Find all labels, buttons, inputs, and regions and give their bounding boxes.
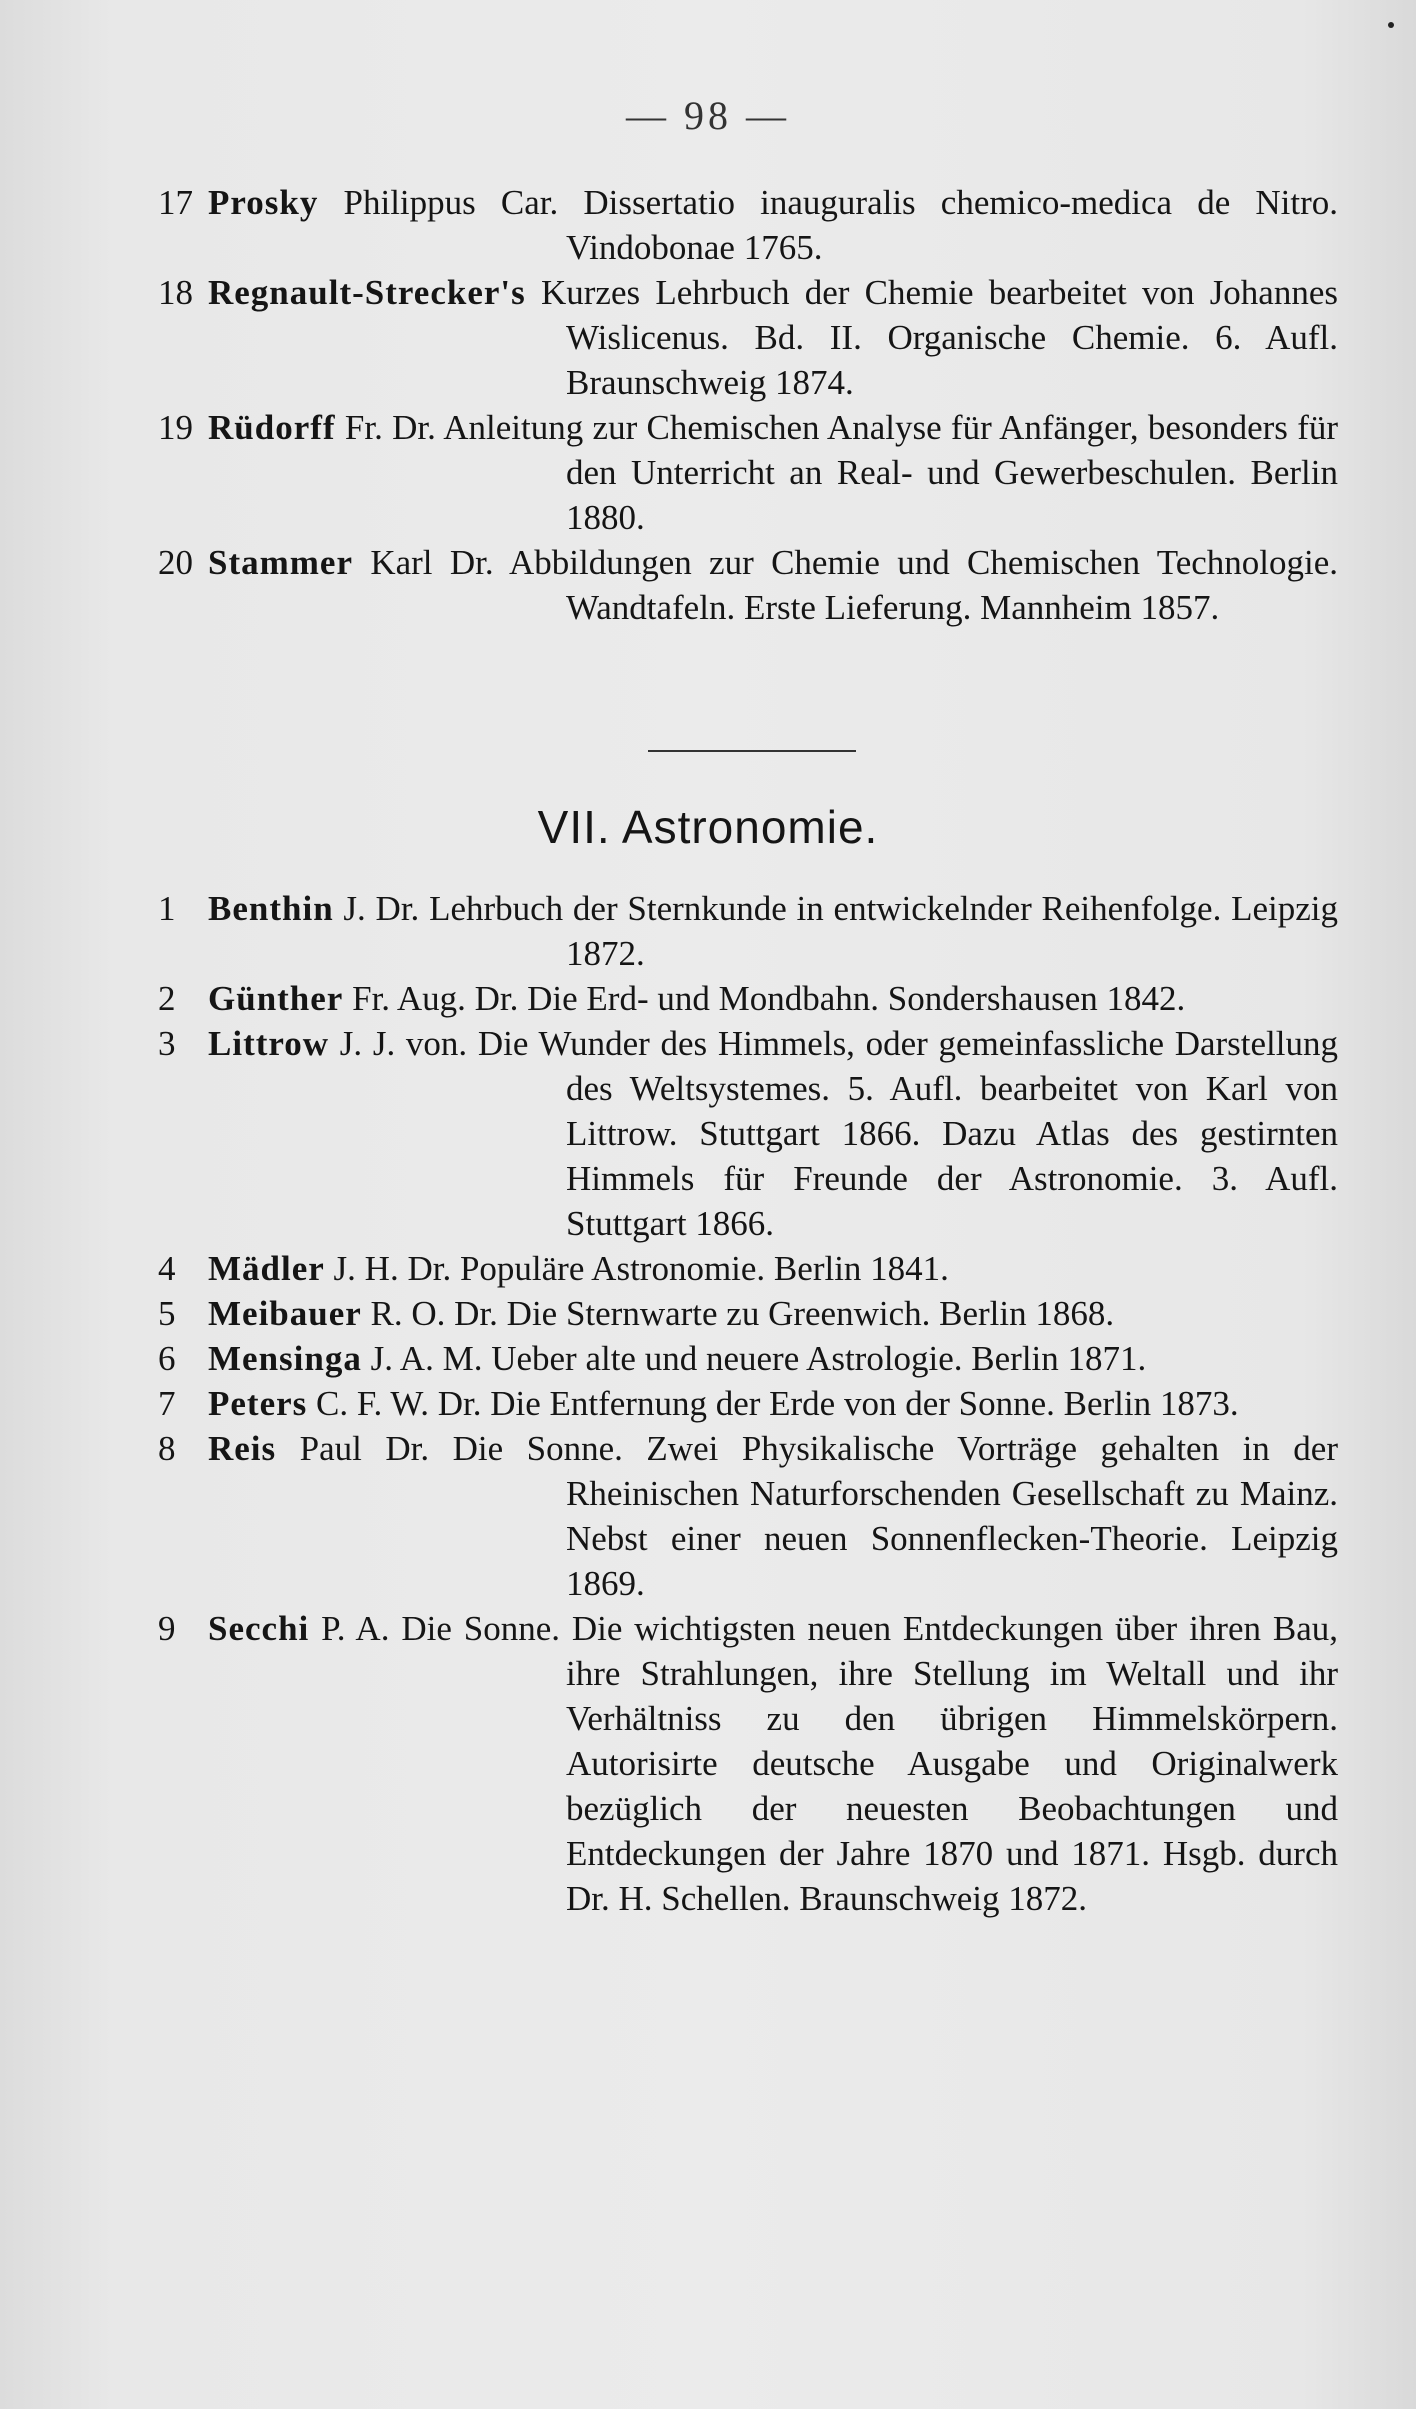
bibliography-entry [158, 270, 1338, 405]
bibliography-entry [158, 976, 1338, 1021]
entry-text: J. J. von. Die Wunder des Himmels, oder gemeinfassliche Darstellung des Weltsystemes. 5. Aufl. bearbeitet von Karl von Littrow. Stuttgart 1866. Dazu Atlas des gestirnten Himmels für Freunde der Astronomie. 3. Aufl. Stuttgart 1866. [339, 1024, 1338, 1243]
author-name: Regnault-Strecker's [208, 273, 526, 312]
author-name: Rüdorff [208, 408, 336, 447]
bibliography-entry [158, 1426, 1338, 1606]
entry-body [208, 405, 1338, 540]
entry-text: Fr. Aug. Dr. Die Erd- und Mondbahn. Sondershausen 1842. [352, 979, 1186, 1018]
entry-body [208, 180, 1338, 270]
entry-body [208, 976, 1338, 1021]
entry-body [208, 1021, 1338, 1246]
entry-text: Fr. Dr. Anleitung zur Chemischen Analyse für Anfänger, besonders für den Unterricht an Real- und Gewerbeschulen. Berlin 1880. [344, 408, 1338, 537]
astronomy-entry-list [158, 886, 1338, 1921]
entry-text: Karl Dr. Abbildungen zur Chemie und Chemischen Technologie. Wandtafeln. Erste Lieferung. Mannheim 1857. [370, 543, 1339, 627]
author-name: Littrow [208, 1024, 330, 1063]
bibliography-entry [158, 1336, 1338, 1381]
section-heading: VII. Astronomie. [537, 801, 879, 853]
chemistry-entry-list [158, 180, 1338, 630]
entry-body [208, 1381, 1338, 1426]
author-name: Stammer [208, 543, 354, 582]
entry-body [208, 540, 1338, 630]
entry-text: Kurzes Lehrbuch der Chemie bearbeitet von Johannes Wislicenus. Bd. II. Organische Chemie. 6. Aufl. Braunschweig 1874. [541, 273, 1339, 402]
bibliography-entry [158, 1291, 1338, 1336]
bibliography-entry [158, 1606, 1338, 1921]
entry-text: P. A. Die Sonne. Die wichtigsten neuen Entdeckungen über ihren Bau, ihre Strahlungen, ihre Stellung im Weltall und ihr Verhältniss zu den übrigen Himmelskörpern. Autorisirte deutsche Ausgabe und Originalwerk bezüglich der neuesten Beobachtungen und Entdeckungen der Jahre 1870 und 1871. Hsgb. durch Dr. H. Schellen. Braunschweig 1872. [321, 1609, 1338, 1918]
author-name: Benthin [208, 889, 334, 928]
section-divider [648, 750, 856, 752]
bibliography-entry [158, 886, 1338, 976]
entry-number: 5 [158, 1294, 176, 1333]
bibliography-entry [158, 180, 1338, 270]
bibliography-entry [158, 1021, 1338, 1246]
entry-number: 8 [158, 1429, 176, 1468]
bibliography-entry [158, 540, 1338, 630]
entry-body [208, 1606, 1338, 1921]
entry-number: 20 [158, 543, 193, 582]
entry-body [208, 1336, 1338, 1381]
entry-number: 19 [158, 408, 193, 447]
entry-body [208, 1291, 1338, 1336]
entry-text: Philippus Car. Dissertatio inauguralis chemico-medica de Nitro. Vindobonae 1765. [343, 183, 1338, 267]
entry-number: 4 [158, 1249, 176, 1288]
entry-text: J. A. M. Ueber alte und neuere Astrologie. Berlin 1871. [370, 1339, 1147, 1378]
entry-number: 6 [158, 1339, 176, 1378]
author-name: Peters [208, 1384, 308, 1423]
entry-number: 7 [158, 1384, 176, 1423]
author-name: Prosky [208, 183, 319, 222]
ink-speck [1388, 22, 1394, 28]
entry-text: C. F. W. Dr. Die Entfernung der Erde von der Sonne. Berlin 1873. [316, 1384, 1239, 1423]
entry-number: 18 [158, 273, 193, 312]
page-number: — 98 — [626, 93, 790, 138]
author-name: Mensinga [208, 1339, 362, 1378]
author-name: Günther [208, 979, 344, 1018]
entry-text: J. Dr. Lehrbuch der Sternkunde in entwickelnder Reihenfolge. Leipzig 1872. [343, 889, 1338, 973]
author-name: Mädler [208, 1249, 325, 1288]
entry-text: J. H. Dr. Populäre Astronomie. Berlin 1841. [333, 1249, 949, 1288]
entry-text: Paul Dr. Die Sonne. Zwei Physikalische Vorträge gehalten in der Rheinischen Naturforschenden Gesellschaft zu Mainz. Nebst einer neuen Sonnenflecken-Theorie. Leipzig 1869. [299, 1429, 1339, 1603]
entry-text: R. O. Dr. Die Sternwarte zu Greenwich. Berlin 1868. [370, 1294, 1115, 1333]
bibliography-entry [158, 1246, 1338, 1291]
entry-body [208, 270, 1338, 405]
entry-number: 3 [158, 1024, 176, 1063]
entry-body [208, 1426, 1338, 1606]
entry-number: 2 [158, 979, 176, 1018]
entry-number: 9 [158, 1609, 176, 1648]
bibliography-entry [158, 1381, 1338, 1426]
entry-body [208, 886, 1338, 976]
entry-number: 1 [158, 889, 176, 928]
entry-number: 17 [158, 183, 193, 222]
bibliography-entry [158, 405, 1338, 540]
entry-body [208, 1246, 1338, 1291]
author-name: Reis [208, 1429, 277, 1468]
author-name: Secchi [208, 1609, 310, 1648]
author-name: Meibauer [208, 1294, 362, 1333]
